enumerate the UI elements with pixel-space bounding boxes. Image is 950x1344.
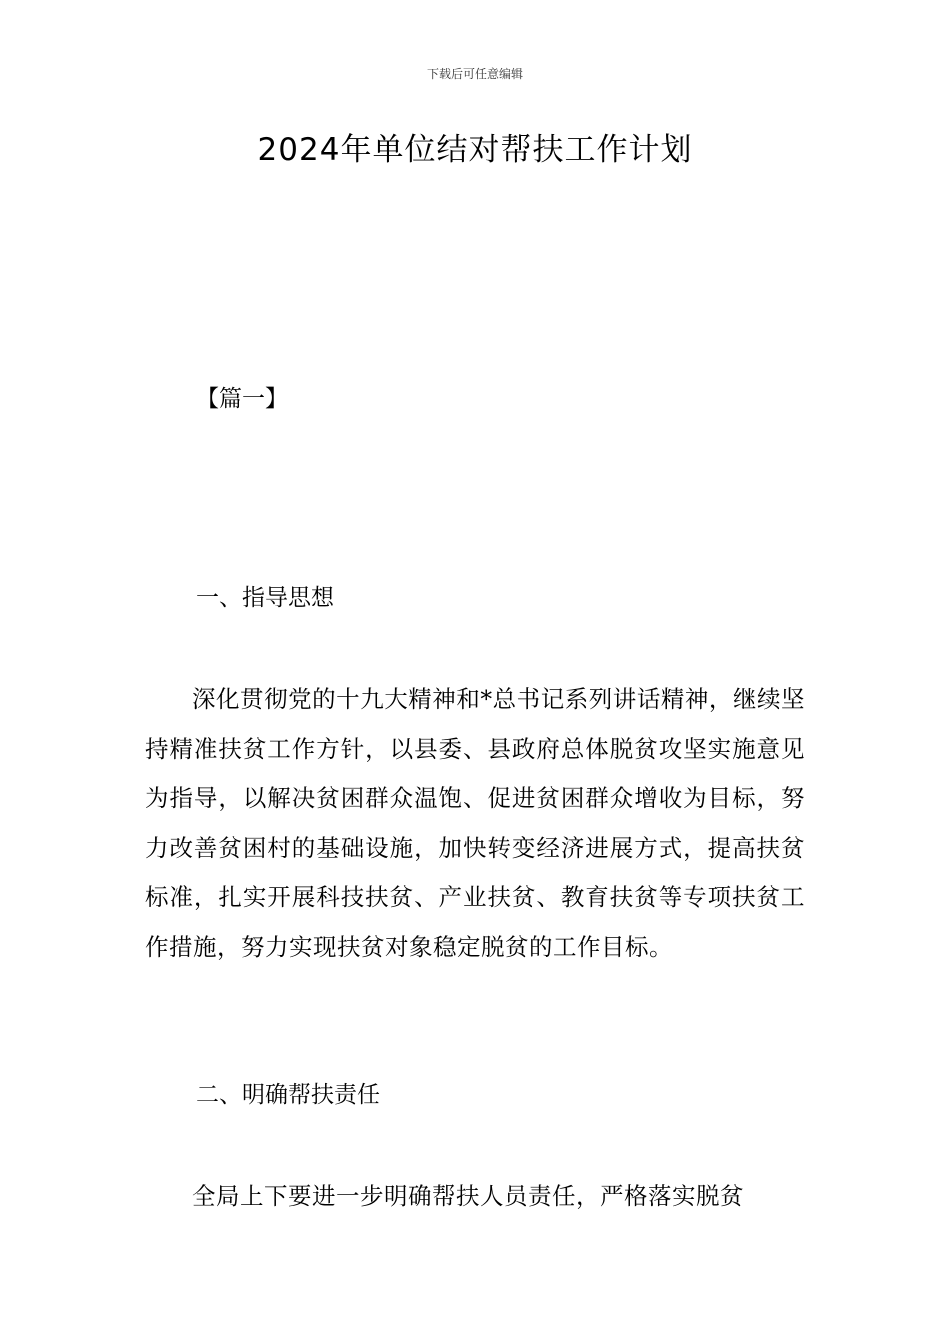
document-title: 2024年单位结对帮扶工作计划 xyxy=(257,132,693,168)
section-paragraph-guiding-ideology: 深化贯彻党的十九大精神和*总书记系列讲话精神，继续坚持精准扶贫工作方针，以县委、县政府总体脱贫攻坚实施意见为指导，以解决贫困群众温饱、促进贫困群众增收为目标，努力改善贫困村的基础设施，加快转变经济进展方式，提高扶贫标准，扎实开展科技扶贫、产业扶贫、教育扶贫等专项扶贫工作措施，努力实现扶贫对象稳定脱贫的工作目标。 xyxy=(145,685,805,961)
section-heading-assistance-responsibility: 二、明确帮扶责任 xyxy=(196,1082,380,1108)
header-note: 下载后可任意编辑 xyxy=(426,67,523,81)
section-heading-guiding-ideology: 一、指导思想 xyxy=(196,585,334,611)
section-tag: 【篇一】 xyxy=(196,386,288,412)
section-paragraph-assistance-responsibility: 全局上下要进一步明确帮扶人员责任，严格落实脱贫 xyxy=(192,1182,744,1210)
